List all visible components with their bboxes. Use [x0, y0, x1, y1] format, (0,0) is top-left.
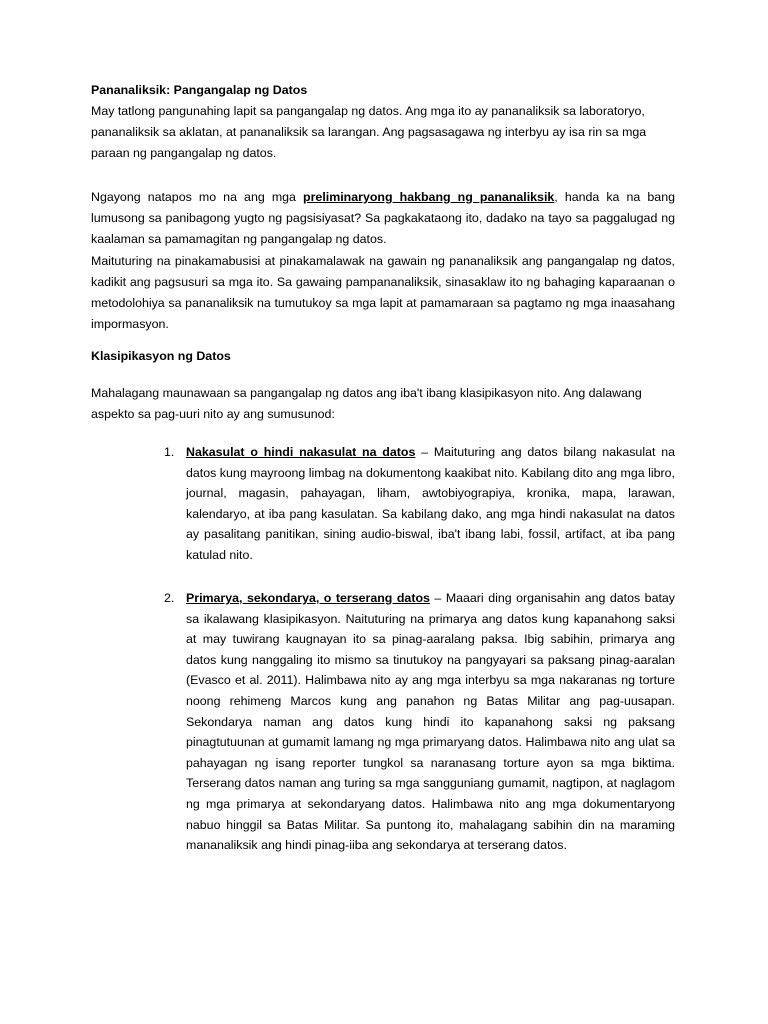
list-term: Primarya, sekondarya, o terserang datos: [186, 591, 430, 605]
list-number: 1.: [164, 445, 175, 459]
preliminaryong-hakbang-link[interactable]: preliminaryong hakbang ng pananaliksik: [303, 190, 555, 204]
list-item-body: [186, 442, 675, 566]
intro-paragraph: May tatlong pangunahing lapit sa pangangalap ng datos. Ang mga ito ay pananaliksik sa laboratoryo, pananaliksik sa aklatan, at pananaliksik sa larangan. Ang pagsasagawa ng interbyu ay isa rin sa mga paraan ng pangangalap ng datos.: [91, 104, 647, 160]
list-item-body: [186, 588, 675, 856]
paragraph-text: , handa ka na bang lumusong sa panibagong yugto ng pagsisiyasat? Sa pagkakataong ito, dadako na tayo sa paggalugad ng kaalaman sa pamamagitan ng pangangalap ng datos.: [91, 190, 675, 246]
list-item-1: [164, 442, 675, 566]
list-number: 2.: [164, 591, 175, 605]
list-term: Nakasulat o hindi nakasulat na datos: [186, 445, 416, 459]
list-dash: –: [429, 591, 446, 605]
paragraph-text: Ngayong natapos mo na ang mga: [91, 190, 304, 204]
list-item-2: [164, 588, 675, 856]
section-heading-klasipikasyon: Klasipikasyon ng Datos: [91, 349, 231, 363]
paragraph-maituturing: Maituturing na pinakamabusisi at pinakamalawak na gawain ng pananaliksik ang pangangalap ng datos, kadikit ang pagsusuri sa mga ito. Sa gawaing pampananaliksik, sinasaklaw ito ng bahaging kaparaanan o metodolohiya sa pananaliksik na tumutukoy sa mga lapit at pamamaraan sa pagtamo ng mga inaasahang impormasyon.: [91, 254, 675, 331]
section-heading-pananaliksik: Pananaliksik: Pangangalap ng Datos: [91, 83, 308, 97]
paragraph-mahalagang: Mahalagang maunawaan sa pangangalap ng datos ang iba't ibang klasipikasyon nito. Ang dalawang aspekto sa pag-uuri nito ay ang sumusunod:: [91, 386, 642, 421]
paragraph-ngayong: [91, 187, 675, 250]
list-text: Maaari ding organisahin ang datos batay sa ikalawang klasipikasyon. Naituturing na primarya ang datos kung kapanahong saksi at may tuwirang kaugnayan ito sa pinag-aaralang paksa. Ibig sabihin, primarya ang datos kung nanggaling ito mismo sa tinutukoy na pangyayari sa paksang pinag-aaralan (Evasco et al. 2011). Halimbawa nito ay ang mga interbyu sa mga nakaranas ng torture noong rehimeng Marcos kung ang panahon ng Batas Militar ang pag-uusapan. Sekondarya naman ang datos kung hindi ito kapanahong saksi ng paksang pinagtutuunan at gumamit lamang ng mga primaryang datos. Halimbawa nito ang ulat sa pahayagan ng isang reporter tungkol sa naranasang torture ayon sa mga biktima. Terserang datos naman ang turing sa mga sangguniang gumamit, nagtipon, at naglagom ng mga primarya at sekondaryang datos. Halimbawa nito ang mga dokumentaryong nabuo hinggil sa Batas Militar. Sa puntong ito, mahalagang sabihin din na maraming mananaliksik ang hindi pinag-iiba ang sekondarya at terserang datos.: [186, 591, 675, 853]
list-text: Maituturing ang datos bilang nakasulat na datos kung mayroong limbag na dokumentong kaakibat nito. Kabilang dito ang mga libro, journal, magasin, pahayagan, liham, awtobiyograpiya, kronika, mapa, larawan, kalendaryo, at iba pang kasulatan. Sa kabilang dako, ang mga hindi nakasulat na datos ay pasalitang panitikan, sining audio-biswal, iba't ibang labi, fossil, artifact, at iba pang katulad nito.: [186, 445, 675, 562]
list-dash: –: [415, 445, 434, 459]
intro-section: [91, 80, 675, 164]
